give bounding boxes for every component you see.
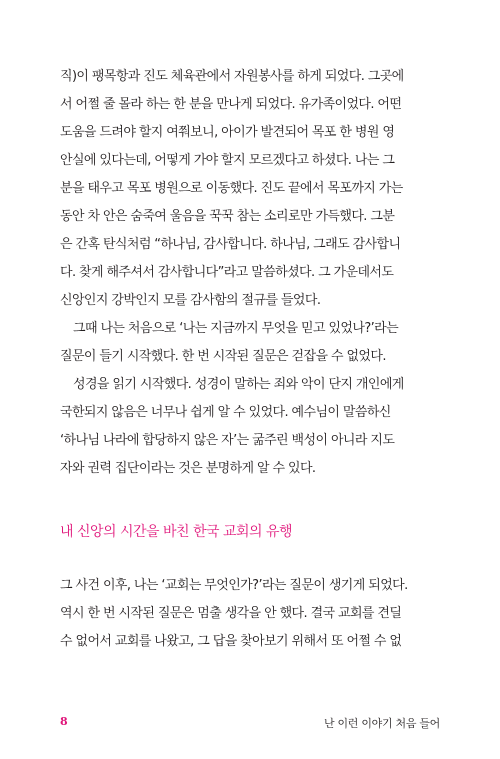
running-title: 난 이런 이야기 처음 들어 <box>323 717 440 730</box>
text-line: 도움을 드려야 할지 여쭤보니, 아이가 발견되어 목포 한 병원 영 <box>60 125 395 140</box>
page-number: 8 <box>60 715 68 728</box>
paragraph-4 <box>60 576 442 652</box>
text-line: 동안 차 안은 숨죽여 울음을 꾹꾹 참는 소리로만 가득했다. 그분 <box>60 209 395 224</box>
text-line: 수 없어서 교회를 나왔고, 그 답을 찾아보기 위해서 또 어쩔 수 없 <box>60 634 402 649</box>
text-line: 직)이 팽목항과 진도 체육관에서 자원봉사를 하게 되었다. 그곳에 <box>60 69 404 84</box>
text-line: 국한되지 않음은 너무나 쉽게 알 수 있었다. 예수님이 말씀하신 <box>60 405 391 420</box>
text-line: 질문이 들기 시작했다. 한 번 시작된 질문은 걷잡을 수 없었다. <box>60 349 386 364</box>
section-heading: 내 신앙의 시간을 바친 한국 교회의 유행 <box>60 524 293 540</box>
text-line: 안실에 있다는데, 어떻게 가야 할지 모르겠다고 하셨다. 나는 그 <box>60 153 395 168</box>
paragraph-3 <box>60 375 442 479</box>
text-line: 분을 태우고 목포 병원으로 이동했다. 진도 끝에서 목포까지 가는 <box>60 181 403 196</box>
text-line: 그 사건 이후, 나는 ‘교회는 무엇인가?’라는 질문이 생기게 되었다. <box>60 578 408 593</box>
text-line: 서 어쩔 줄 몰라 하는 한 분을 만나게 되었다. 유가족이었다. 어떤 <box>60 97 402 112</box>
text-line: 역시 한 번 시작된 질문은 멈출 생각을 안 했다. 결국 교회를 견딜 <box>60 606 402 621</box>
text-line: 성경을 읽기 시작했다. 성경이 말하는 죄와 악이 단지 개인에게 <box>73 377 404 392</box>
text-line: ‘하나님 나라에 합당하지 않은 자’는 굶주린 백성이 아니라 지도 <box>60 433 395 448</box>
text-line: 그때 나는 처음으로 ‘나는 지금까지 무엇을 믿고 있었나?’라는 <box>73 321 399 336</box>
text-line: 자와 권력 집단이라는 것은 분명하게 알 수 있다. <box>60 461 316 476</box>
paragraph-2 <box>60 319 442 367</box>
text-line: 다. 찾게 해주셔서 감사합니다”라고 말씀하셨다. 그 가운데서도 <box>60 265 394 280</box>
text-line: 신앙인지 강박인지 모를 감사함의 절규를 들었다. <box>60 293 321 308</box>
text-line: 은 간혹 탄식처럼 “하나님, 감사합니다. 하나님, 그래도 감사합니 <box>60 237 401 252</box>
paragraph-1 <box>60 67 442 311</box>
